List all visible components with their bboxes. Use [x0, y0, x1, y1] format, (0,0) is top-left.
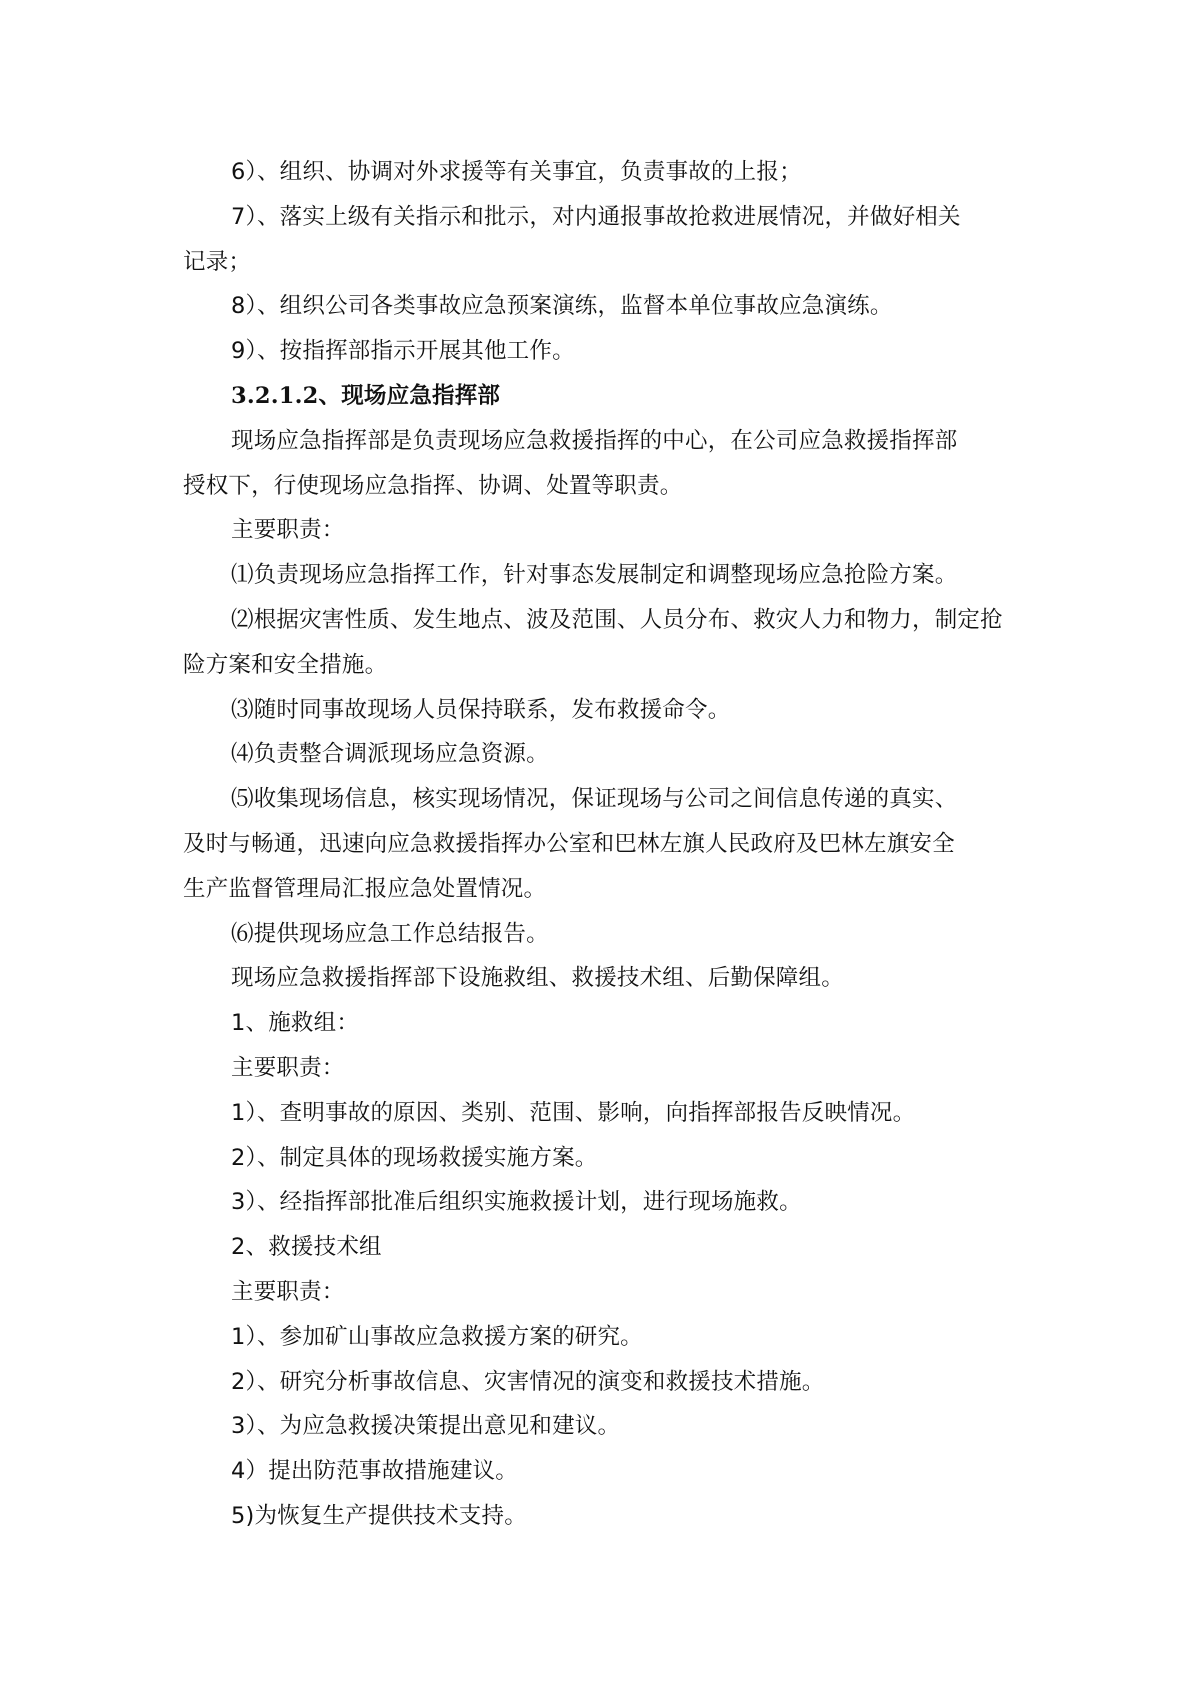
- paragraph-line: ⑷负责整合调派现场应急资源。: [231, 741, 549, 768]
- paragraph-line: ⑶随时同事故现场人员保持联系，发布救援命令。: [231, 696, 731, 723]
- paragraph-line: 7）、落实上级有关指示和批示，对内通报事故抢救进展情况，并做好相关: [231, 203, 961, 230]
- paragraph-line: 8）、组织公司各类事故应急预案演练，监督本单位事故应急演练。: [231, 293, 893, 320]
- paragraph-line: 2、救援技术组: [231, 1234, 382, 1261]
- paragraph-line: 4）提出防范事故措施建议。: [231, 1458, 518, 1485]
- paragraph-line: 2）、研究分析事故信息、灾害情况的演变和救援技术措施。: [231, 1368, 825, 1395]
- paragraph-line: 险方案和安全措施。: [183, 651, 388, 678]
- paragraph-line: 9）、按指挥部指示开展其他工作。: [231, 338, 575, 365]
- paragraph-line: 1、施救组：: [231, 1010, 360, 1037]
- paragraph-line: 现场应急救援指挥部下设施救组、救援技术组、后勤保障组。: [231, 965, 844, 992]
- paragraph-line: 主要职责：: [231, 1054, 345, 1081]
- paragraph-line: 及时与畅通，迅速向应急救援指挥办公室和巴林左旗人民政府及巴林左旗安全: [183, 830, 955, 857]
- paragraph-line: 生产监督管理局汇报应急处置情况。: [183, 875, 547, 902]
- paragraph-line: 2）、制定具体的现场救援实施方案。: [231, 1144, 598, 1171]
- paragraph-line: 1）、参加矿山事故应急救援方案的研究。: [231, 1323, 643, 1350]
- paragraph-line: 主要职责：: [231, 1278, 345, 1305]
- paragraph-line: ⑴负责现场应急指挥工作，针对事态发展制定和调整现场应急抢险方案。: [231, 562, 958, 589]
- paragraph-line: 授权下，行使现场应急指挥、协调、处置等职责。: [183, 472, 683, 499]
- section-heading: 3.2.1.2、现场应急指挥部: [231, 382, 501, 409]
- paragraph-line: 5)为恢复生产提供技术支持。: [231, 1502, 527, 1529]
- paragraph-line: 记录；: [183, 248, 252, 275]
- paragraph-line: 3）、为应急救援决策提出意见和建议。: [231, 1413, 621, 1440]
- paragraph-line: 6）、组织、协调对外求援等有关事宜，负责事故的上报；: [231, 159, 802, 185]
- paragraph-line: 1）、查明事故的原因、类别、范围、影响，向指挥部报告反映情况。: [231, 1099, 916, 1126]
- paragraph-line: 主要职责：: [231, 517, 345, 544]
- document-body: [183, 150, 1028, 1539]
- paragraph-line: ⑸收集现场信息，核实现场情况，保证现场与公司之间信息传递的真实、: [231, 786, 958, 813]
- paragraph-line: ⑵根据灾害性质、发生地点、波及范围、人员分布、救灾人力和物力，制定抢: [231, 606, 1003, 633]
- paragraph-line: 3）、经指挥部批准后组织实施救援计划，进行现场施救。: [231, 1189, 802, 1216]
- paragraph-line: 现场应急指挥部是负责现场应急救援指挥的中心，在公司应急救援指挥部: [231, 427, 958, 454]
- paragraph-line: ⑹提供现场应急工作总结报告。: [231, 920, 549, 947]
